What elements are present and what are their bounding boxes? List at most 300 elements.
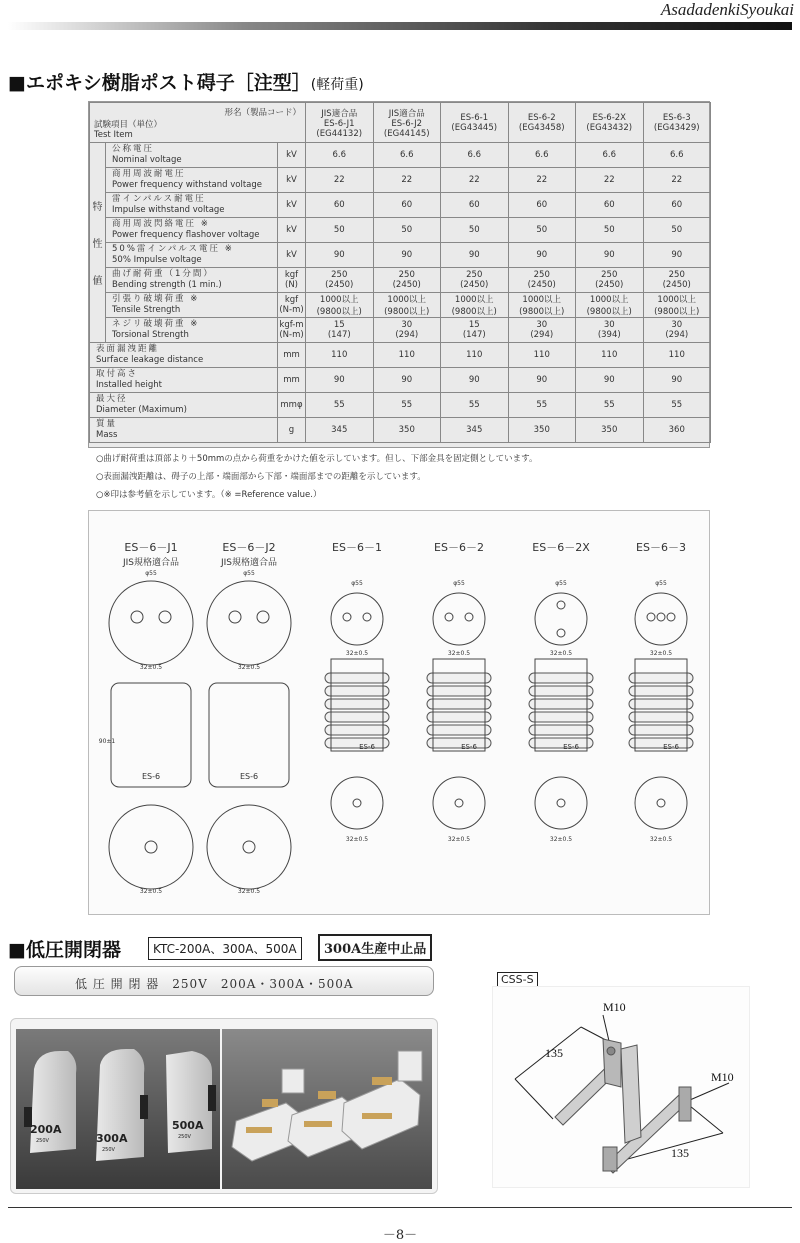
model-header-line: ES-6-3 bbox=[662, 112, 691, 123]
item-label-en: Installed height bbox=[96, 380, 163, 390]
item-label-jp: 公称電圧 bbox=[112, 144, 155, 154]
value-cell bbox=[306, 293, 374, 318]
unit-si: (N-m) bbox=[279, 305, 304, 315]
item-label-jp: 50%雷インパルス電圧 ※ bbox=[112, 244, 234, 254]
model-header bbox=[373, 103, 441, 143]
unit-cell bbox=[278, 193, 306, 218]
value-cell bbox=[643, 318, 711, 343]
bolt-hole bbox=[455, 799, 463, 807]
section-title-text: ■エポキシ樹脂ポスト碍子［注型］ bbox=[8, 72, 311, 94]
spec-table bbox=[89, 102, 711, 443]
item-label bbox=[90, 343, 278, 368]
model-header-line: (EG43432) bbox=[586, 122, 633, 133]
item-label-jp: 引張り破壊荷重 ※ bbox=[112, 294, 200, 304]
value: 1000以上 bbox=[589, 295, 629, 305]
value-si: (294) bbox=[530, 330, 554, 340]
value-cell bbox=[643, 293, 711, 318]
model-header-line: ES-6-J1 bbox=[323, 118, 355, 129]
bolt-hole bbox=[647, 613, 655, 621]
value-si: (2450) bbox=[527, 280, 556, 290]
bottom-view-circle bbox=[535, 777, 587, 829]
unit-cell bbox=[278, 293, 306, 318]
value-cell: 110 bbox=[306, 343, 374, 368]
bolt-hole bbox=[557, 601, 565, 609]
item-label-en: Diameter (Maximum) bbox=[96, 405, 187, 415]
value-cell: 55 bbox=[643, 393, 711, 418]
value: 22 bbox=[536, 175, 548, 185]
model-header-line: JIS適合品 bbox=[321, 108, 358, 119]
note-reference: ○※印は参考値を示しています。（※ =Reference value.） bbox=[96, 490, 322, 500]
item-label-en: Power frequency withstand voltage bbox=[112, 180, 262, 190]
table-row bbox=[90, 368, 711, 393]
unit-cell bbox=[278, 318, 306, 343]
value-cell bbox=[576, 268, 644, 293]
item-label-en: Impulse withstand voltage bbox=[112, 205, 225, 215]
dim-diameter: φ55 bbox=[145, 570, 157, 577]
value: 90 bbox=[333, 250, 345, 260]
value-cell bbox=[306, 268, 374, 293]
side-view-body bbox=[427, 673, 491, 748]
value-cell bbox=[576, 143, 644, 168]
value-cell: 90 bbox=[643, 368, 711, 393]
side-view-body bbox=[529, 673, 593, 748]
switch-500a bbox=[166, 1051, 216, 1153]
value-cell: 345 bbox=[441, 418, 509, 443]
bolt-hole bbox=[667, 613, 675, 621]
item-label bbox=[106, 293, 278, 318]
value-cell bbox=[441, 268, 509, 293]
value-cell: 350 bbox=[373, 418, 441, 443]
model-header-line: (EG43458) bbox=[518, 122, 565, 133]
label-200a: 200A bbox=[30, 1123, 62, 1136]
dim-pitch: 32±0.5 bbox=[649, 650, 673, 657]
bolt-hole bbox=[363, 613, 371, 621]
model-header bbox=[508, 103, 576, 143]
model-header bbox=[643, 103, 711, 143]
css-label: CSS-S bbox=[497, 972, 538, 987]
value-si: (9800以上) bbox=[654, 307, 700, 317]
spec-table-container bbox=[88, 101, 710, 448]
value-cell bbox=[373, 318, 441, 343]
dim-pitch: 32±0.5 bbox=[237, 888, 261, 895]
value-si: (9800以上) bbox=[519, 307, 565, 317]
value-cell bbox=[508, 168, 576, 193]
footer-rule bbox=[8, 1207, 792, 1208]
value-si: (9800以上) bbox=[451, 307, 497, 317]
unit-cell bbox=[278, 268, 306, 293]
value-cell: 90 bbox=[306, 368, 374, 393]
value-si: (9800以上) bbox=[384, 307, 430, 317]
item-label-en: Tensile Strength bbox=[112, 305, 181, 315]
unit-si: (N-m) bbox=[279, 330, 304, 340]
top-view-circle bbox=[635, 593, 687, 645]
value-cell: 90 bbox=[373, 368, 441, 393]
unit: kgf-m bbox=[279, 320, 304, 330]
css-dim-135-left: 135 bbox=[545, 1046, 563, 1060]
model-header-line: (EG43429) bbox=[653, 122, 700, 133]
value-cell bbox=[373, 293, 441, 318]
value-cell: 55 bbox=[306, 393, 374, 418]
table-row bbox=[90, 293, 711, 318]
category-char: 特 bbox=[92, 202, 103, 213]
value: 90 bbox=[468, 250, 480, 260]
value-si: (294) bbox=[665, 330, 689, 340]
value: 6.6 bbox=[399, 150, 414, 160]
value-cell bbox=[508, 193, 576, 218]
category-char: 性 bbox=[92, 239, 103, 250]
item-label bbox=[106, 218, 278, 243]
bolt-hole bbox=[229, 611, 241, 623]
value: 50 bbox=[536, 225, 548, 235]
value: 6.6 bbox=[534, 150, 549, 160]
unit: kV bbox=[286, 150, 297, 160]
dim-diameter: φ55 bbox=[453, 580, 465, 587]
bolt-hole bbox=[343, 613, 351, 621]
section-subtitle: (軽荷重) bbox=[310, 77, 364, 93]
value-cell bbox=[508, 143, 576, 168]
switch-photo-open bbox=[222, 1029, 432, 1189]
item-label-jp: 商用周波閃絡電圧 ※ bbox=[112, 219, 210, 229]
table-row bbox=[90, 318, 711, 343]
bolt-hole bbox=[131, 611, 143, 623]
bolt-hole bbox=[657, 613, 665, 621]
value-cell bbox=[643, 143, 711, 168]
item-label bbox=[106, 193, 278, 218]
value: 250 bbox=[601, 270, 618, 280]
value: 60 bbox=[401, 200, 413, 210]
table-row bbox=[90, 268, 711, 293]
value: 50 bbox=[468, 225, 480, 235]
dimension-drawing bbox=[88, 510, 710, 915]
model-header bbox=[306, 103, 374, 143]
product-mark: ES-6 bbox=[663, 743, 679, 751]
dim-pitch: 32±0.5 bbox=[139, 888, 163, 895]
table-row bbox=[90, 393, 711, 418]
value: 30 bbox=[536, 320, 548, 330]
table-row bbox=[90, 193, 711, 218]
value-si: (2450) bbox=[662, 280, 691, 290]
note-bending: ○曲げ耐荷重は頂部より＋50mmの点から荷重をかけた値を示しています。但し、下部金具を固定側としています。 bbox=[96, 454, 538, 464]
bottom-view-circle bbox=[207, 805, 291, 889]
value-si: (9800以上) bbox=[586, 307, 632, 317]
item-label-en: 50% Impulse voltage bbox=[112, 255, 202, 265]
value-cell bbox=[306, 243, 374, 268]
value: 90 bbox=[671, 250, 683, 260]
value-cell bbox=[441, 143, 509, 168]
item-label-jp: 取付高さ bbox=[96, 369, 139, 379]
rating-500a: 250V bbox=[178, 1134, 191, 1140]
value-cell bbox=[441, 193, 509, 218]
value: 50 bbox=[333, 225, 345, 235]
value-si: (2450) bbox=[460, 280, 489, 290]
value: 50 bbox=[401, 225, 413, 235]
bolt-hole bbox=[353, 799, 361, 807]
value-cell bbox=[373, 268, 441, 293]
model-drawing-label: ES－6－J2 bbox=[222, 541, 276, 554]
value: 50 bbox=[603, 225, 615, 235]
value-cell bbox=[373, 143, 441, 168]
unit-si: (N) bbox=[285, 280, 298, 290]
unit: kV bbox=[286, 175, 297, 185]
bolt-hole bbox=[657, 799, 665, 807]
item-label bbox=[106, 243, 278, 268]
value-cell bbox=[306, 143, 374, 168]
item-label-en: Nominal voltage bbox=[112, 155, 182, 165]
top-view-circle bbox=[433, 593, 485, 645]
value: 22 bbox=[671, 175, 683, 185]
value: 15 bbox=[468, 320, 480, 330]
note-leakage: ○表面漏洩距離は、碍子の上部・端面部から下部・端面部までの距離を示しています。 bbox=[96, 472, 426, 482]
value: 250 bbox=[398, 270, 415, 280]
value-cell: 90 bbox=[508, 368, 576, 393]
top-view-circle bbox=[331, 593, 383, 645]
model-header bbox=[441, 103, 509, 143]
model-drawing-label: ES－6－J1 bbox=[124, 541, 178, 554]
model-header-line: ES-6-1 bbox=[460, 112, 489, 123]
item-label bbox=[90, 393, 278, 418]
css-dim-m10-top: M10 bbox=[603, 1000, 626, 1014]
value-cell bbox=[643, 268, 711, 293]
value: 1000以上 bbox=[657, 295, 697, 305]
product-mark: ES-6 bbox=[461, 743, 477, 751]
value: 60 bbox=[536, 200, 548, 210]
value-cell bbox=[508, 293, 576, 318]
model-drawing-label: ES－6－2X bbox=[532, 541, 590, 554]
value-cell bbox=[306, 218, 374, 243]
product-mark: ES-6 bbox=[563, 743, 579, 751]
unit: kV bbox=[286, 200, 297, 210]
drawing-canvas bbox=[89, 511, 709, 914]
value-cell bbox=[508, 268, 576, 293]
bolt-hole bbox=[145, 841, 157, 853]
bolt-hole bbox=[557, 629, 565, 637]
value-si: (2450) bbox=[595, 280, 624, 290]
value: 15 bbox=[333, 320, 345, 330]
brand-name: AsadadenkiSyoukai bbox=[660, 0, 794, 19]
table-corner-header bbox=[90, 103, 306, 143]
value-cell bbox=[643, 218, 711, 243]
jis-label: JIS規格適合品 bbox=[220, 558, 278, 568]
top-view-circle bbox=[109, 581, 193, 665]
value-cell bbox=[441, 243, 509, 268]
side-view-body bbox=[325, 673, 389, 748]
unit: kgf bbox=[284, 270, 299, 280]
page-number: －8－ bbox=[382, 1228, 418, 1243]
item-label-en: Surface leakage distance bbox=[96, 355, 204, 365]
model-header-line: (EG44132) bbox=[316, 128, 363, 139]
bolt-hole bbox=[159, 611, 171, 623]
dim-pitch: 32±0.5 bbox=[345, 650, 369, 657]
unit-cell: g bbox=[278, 418, 306, 443]
dim-pitch: 32±0.5 bbox=[345, 836, 369, 843]
value: 6.6 bbox=[467, 150, 482, 160]
value-cell bbox=[441, 218, 509, 243]
rating-200a: 250V bbox=[36, 1138, 49, 1144]
model-drawing-label: ES－6－3 bbox=[636, 541, 686, 554]
value-si: (147) bbox=[462, 330, 486, 340]
product-mark: ES-6 bbox=[141, 772, 161, 781]
value-cell: 90 bbox=[576, 368, 644, 393]
bottom-view-circle bbox=[331, 777, 383, 829]
value-cell bbox=[508, 318, 576, 343]
value: 22 bbox=[603, 175, 615, 185]
dim-diameter: φ55 bbox=[655, 580, 667, 587]
value-cell bbox=[643, 243, 711, 268]
unit-cell: mm bbox=[278, 343, 306, 368]
table-row bbox=[90, 218, 711, 243]
css-bracket-drawing bbox=[492, 986, 750, 1188]
value: 90 bbox=[401, 250, 413, 260]
item-label-jp: 表面漏洩距離 bbox=[96, 344, 160, 354]
value: 22 bbox=[468, 175, 480, 185]
value: 6.6 bbox=[669, 150, 684, 160]
value: 250 bbox=[668, 270, 685, 280]
table-row bbox=[90, 243, 711, 268]
unit: kgf bbox=[284, 295, 299, 305]
item-label-jp: 質量 bbox=[96, 419, 118, 429]
category-cell bbox=[90, 143, 106, 343]
product-mark: ES-6 bbox=[239, 772, 259, 781]
dim-pitch: 32±0.5 bbox=[447, 836, 471, 843]
dim-height: 90±1 bbox=[98, 738, 116, 745]
side-view-body bbox=[629, 673, 693, 748]
item-label bbox=[106, 318, 278, 343]
value-cell: 55 bbox=[576, 393, 644, 418]
rating-300a: 250V bbox=[102, 1147, 115, 1153]
model-header-line: ES-6-2X bbox=[592, 112, 627, 123]
value-si: (294) bbox=[395, 330, 419, 340]
unit: kV bbox=[286, 225, 297, 235]
dim-diameter: φ55 bbox=[243, 570, 255, 577]
item-label-jp: 最大径 bbox=[96, 394, 128, 404]
value-si: (2450) bbox=[392, 280, 421, 290]
item-label-jp: 雷インパルス耐電圧 bbox=[112, 194, 206, 204]
value: 60 bbox=[333, 200, 345, 210]
bolt-hole bbox=[557, 799, 565, 807]
css-dim-m10-side: M10 bbox=[711, 1070, 734, 1084]
value: 22 bbox=[401, 175, 413, 185]
model-header-line: ES-6-2 bbox=[527, 112, 556, 123]
value: 250 bbox=[466, 270, 483, 280]
value-cell bbox=[643, 193, 711, 218]
header-model-label: 形名（製品コード） bbox=[224, 107, 301, 118]
value-si: (9800以上) bbox=[316, 307, 362, 317]
value-cell bbox=[576, 243, 644, 268]
value-cell bbox=[373, 193, 441, 218]
dim-pitch: 32±0.5 bbox=[649, 836, 673, 843]
value-cell bbox=[508, 218, 576, 243]
switch-300a bbox=[96, 1049, 148, 1161]
header-bar bbox=[8, 22, 792, 30]
value: 1000以上 bbox=[522, 295, 562, 305]
dim-pitch: 32±0.5 bbox=[139, 664, 163, 671]
bottom-view-circle bbox=[109, 805, 193, 889]
switch-models: KTC-200A、300A、500A bbox=[148, 937, 302, 960]
value: 60 bbox=[603, 200, 615, 210]
unit-cell bbox=[278, 168, 306, 193]
item-label-jp: 商用周波耐電圧 bbox=[112, 169, 186, 179]
table-row bbox=[90, 168, 711, 193]
model-header bbox=[576, 103, 644, 143]
value-cell: 110 bbox=[441, 343, 509, 368]
value-cell: 55 bbox=[441, 393, 509, 418]
value-cell: 90 bbox=[441, 368, 509, 393]
unit-cell bbox=[278, 143, 306, 168]
value: 250 bbox=[331, 270, 348, 280]
value-cell: 350 bbox=[508, 418, 576, 443]
value-cell bbox=[373, 243, 441, 268]
value-cell bbox=[508, 243, 576, 268]
value-cell bbox=[576, 218, 644, 243]
unit-cell: mmφ bbox=[278, 393, 306, 418]
value-cell bbox=[576, 193, 644, 218]
value-cell bbox=[441, 293, 509, 318]
value: 1000以上 bbox=[387, 295, 427, 305]
value: 22 bbox=[333, 175, 345, 185]
table-row bbox=[90, 343, 711, 368]
value-cell: 55 bbox=[508, 393, 576, 418]
value-cell bbox=[306, 168, 374, 193]
value: 60 bbox=[468, 200, 480, 210]
value-cell bbox=[373, 218, 441, 243]
item-label-jp: 曲げ耐荷重（1分間） bbox=[112, 269, 214, 279]
jis-label: JIS規格適合品 bbox=[122, 558, 180, 568]
value-cell bbox=[643, 168, 711, 193]
model-header-line: (EG44145) bbox=[383, 128, 430, 139]
value-cell: 110 bbox=[373, 343, 441, 368]
bolt-hole bbox=[243, 841, 255, 853]
item-label bbox=[90, 418, 278, 443]
model-header-line: (EG43445) bbox=[451, 122, 498, 133]
item-label bbox=[90, 368, 278, 393]
item-label bbox=[106, 268, 278, 293]
value: 30 bbox=[603, 320, 615, 330]
bolt-hole bbox=[465, 613, 473, 621]
model-header-line: ES-6-J2 bbox=[391, 118, 423, 129]
value-si: (394) bbox=[597, 330, 621, 340]
section-title-switch: ■低圧開閉器 bbox=[8, 939, 121, 961]
bolt-hole bbox=[257, 611, 269, 623]
value: 6.6 bbox=[332, 150, 347, 160]
product-mark: ES-6 bbox=[359, 743, 375, 751]
value: 250 bbox=[533, 270, 550, 280]
value-cell bbox=[441, 168, 509, 193]
value-cell: 345 bbox=[306, 418, 374, 443]
bottom-view-circle bbox=[433, 777, 485, 829]
dim-pitch: 32±0.5 bbox=[447, 650, 471, 657]
value-si: (2450) bbox=[325, 280, 354, 290]
value-cell: 110 bbox=[508, 343, 576, 368]
value: 60 bbox=[671, 200, 683, 210]
unit-cell bbox=[278, 243, 306, 268]
dim-diameter: φ55 bbox=[351, 580, 363, 587]
top-view-circle bbox=[207, 581, 291, 665]
css-dim-135-bottom: 135 bbox=[671, 1146, 689, 1160]
label-500a: 500A bbox=[172, 1119, 204, 1132]
value: 90 bbox=[536, 250, 548, 260]
model-header-line: JIS適合品 bbox=[388, 108, 425, 119]
value-cell bbox=[373, 168, 441, 193]
model-drawing-label: ES－6－1 bbox=[332, 541, 382, 554]
switch-photo-front bbox=[16, 1029, 220, 1189]
unit-cell: mm bbox=[278, 368, 306, 393]
value: 30 bbox=[671, 320, 683, 330]
table-row bbox=[90, 143, 711, 168]
value: 90 bbox=[603, 250, 615, 260]
table-row bbox=[90, 418, 711, 443]
unit-cell bbox=[278, 218, 306, 243]
dim-pitch: 32±0.5 bbox=[549, 650, 573, 657]
